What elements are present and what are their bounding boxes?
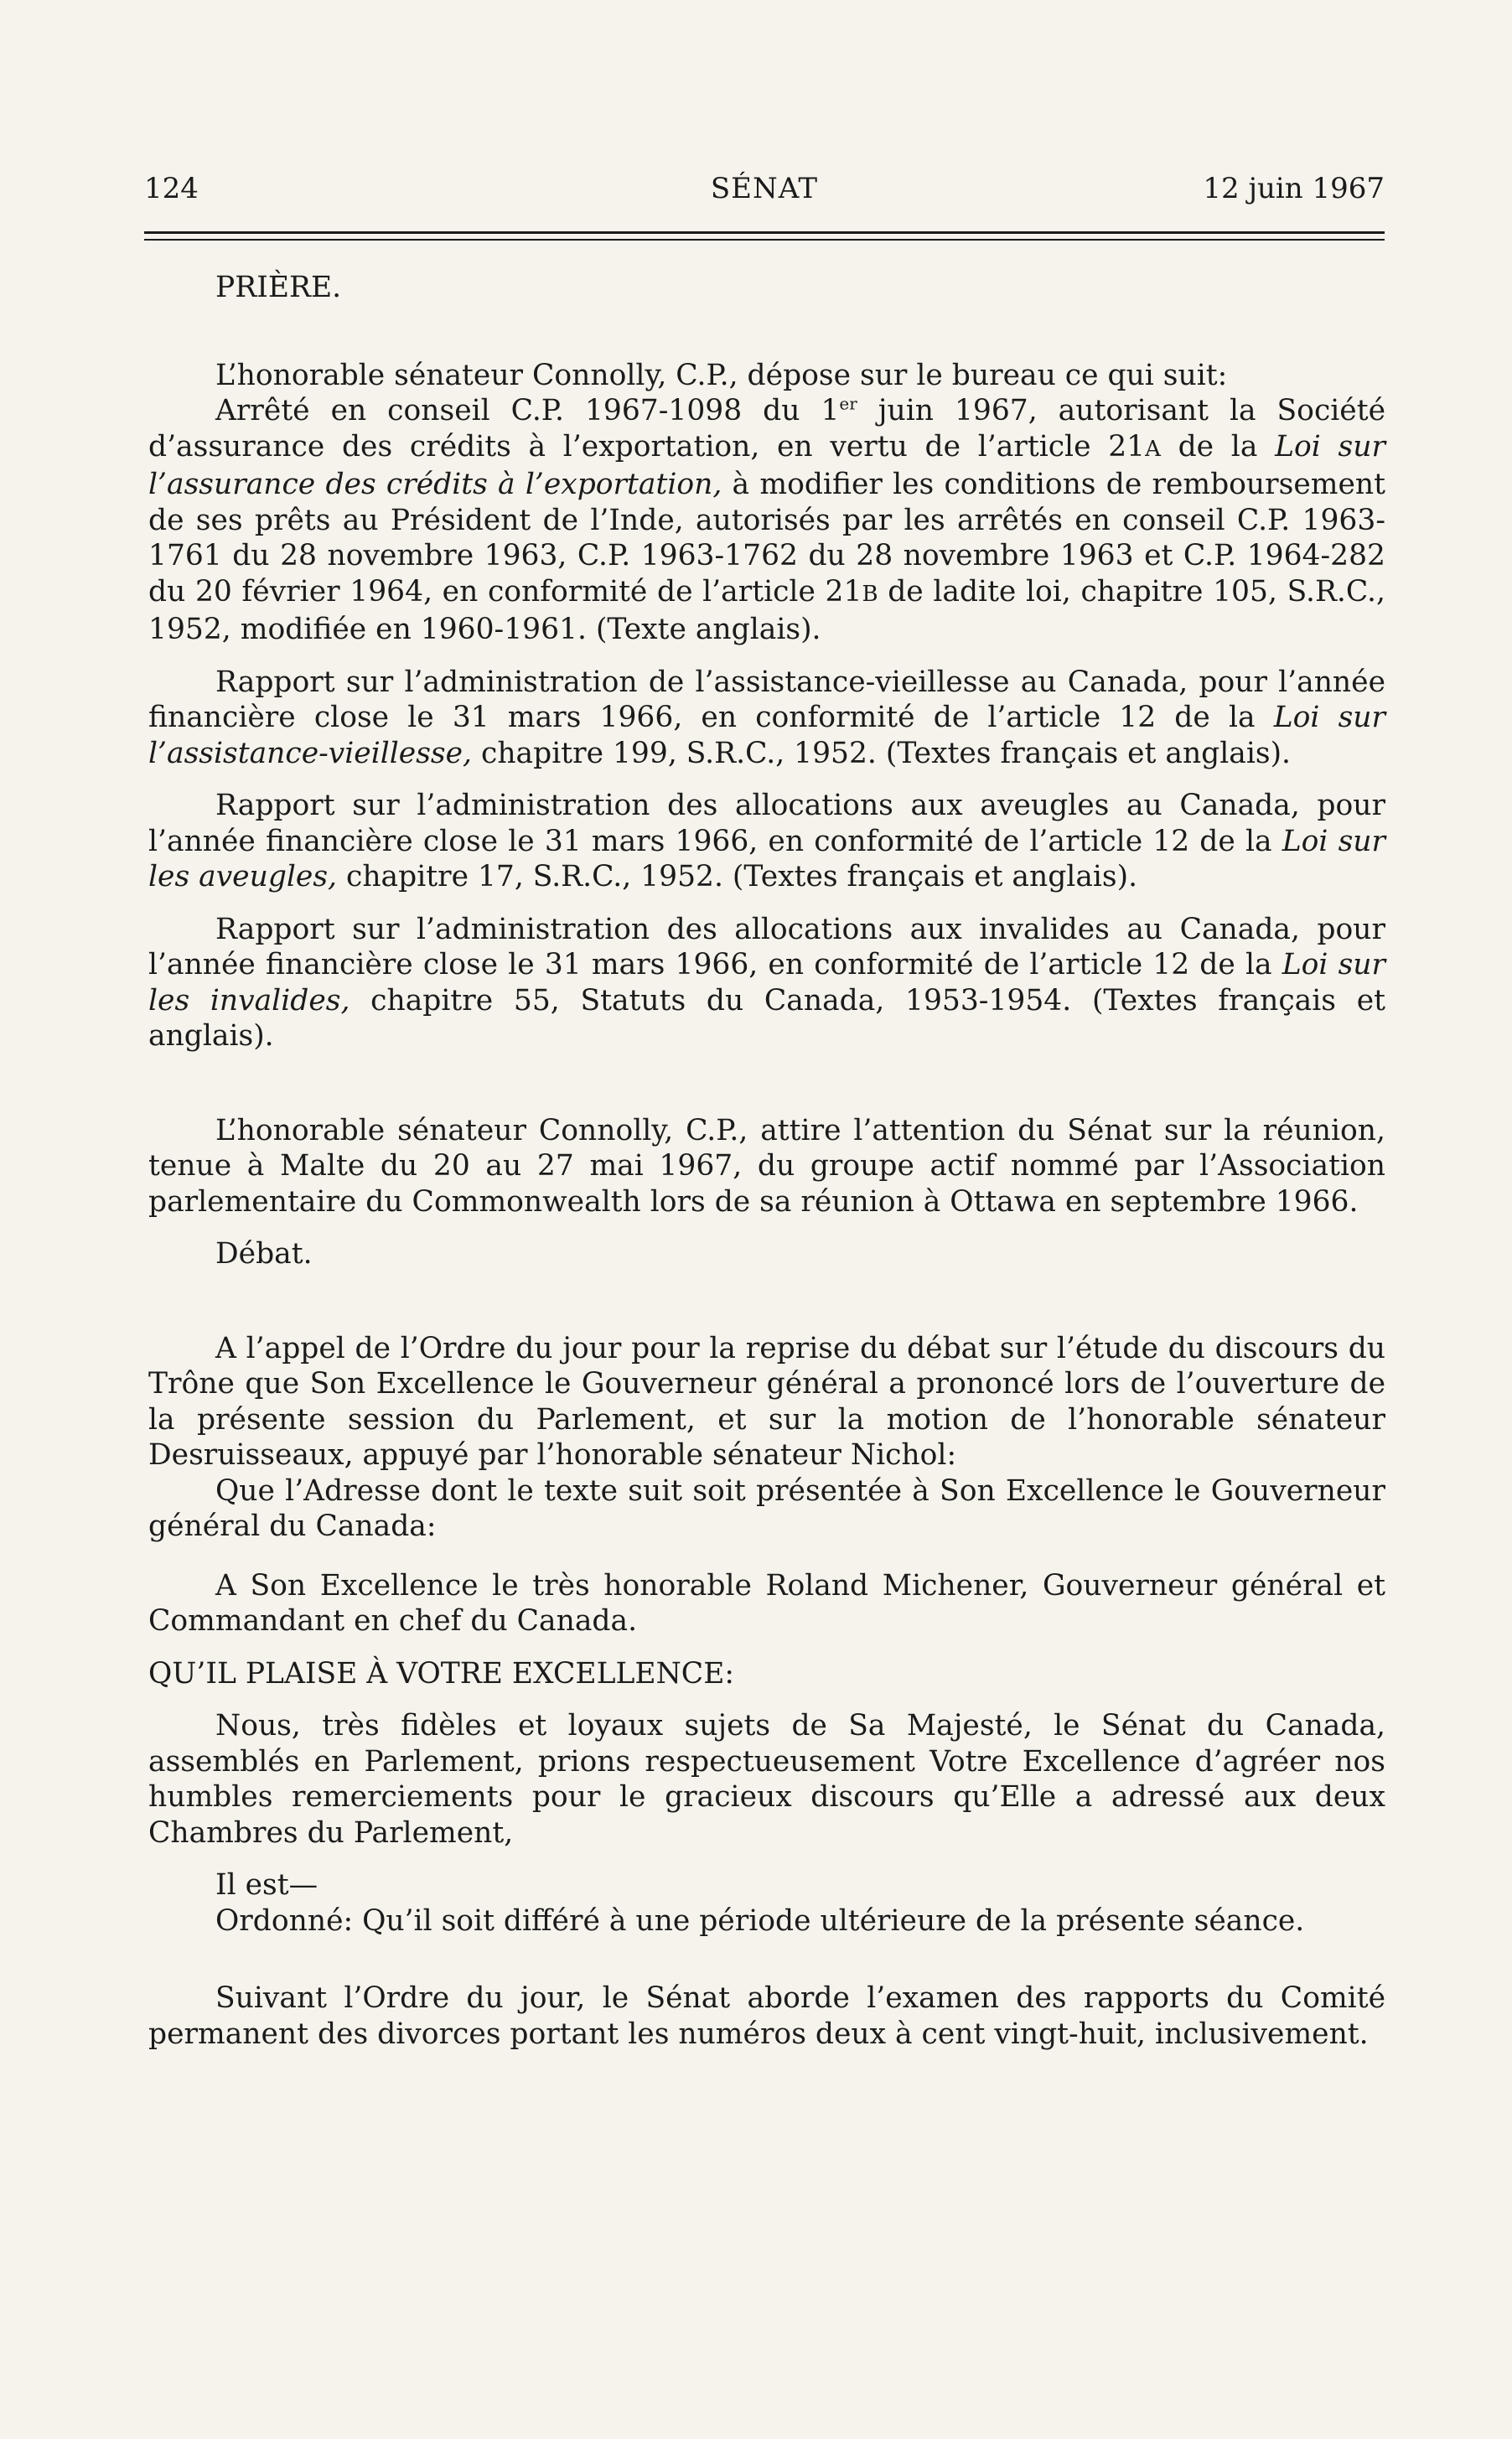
header-double-rule bbox=[144, 231, 1385, 241]
paragraph-report-blind: Rapport sur l’administration des allocations aux aveugles au Canada, pour l’année financière close le 31 mars 1966, en conformité de l’article 12 de la Loi sur les aveugles, chapitre 17, S.R.C., 1952. (Textes français et anglais). bbox=[148, 789, 1385, 893]
paragraph-thanks: Nous, très fidèles et loyaux sujets de Sa Majesté, le Sénat du Canada, assemblés en Parlement, prions respectueusement Votre Excellence d’agréer nos humbles remerciements pour le gracieux discours qu’Elle a adressé aux deux Chambres du Parlement, bbox=[148, 1709, 1385, 1850]
ordinal-superscript: er bbox=[839, 393, 857, 414]
paragraph-order-of-day: A l’appel de l’Ordre du jour pour la reprise du débat sur l’étude du discours du Trône que Son Excellence le Gouverneur général a prononcé lors de l’ouverture de la présente session du Parlement, et sur la motion de l’honorable sénateur Desruisseaux, appuyé par l’honorable sénateur Nichol: bbox=[148, 1331, 1385, 1472]
paragraph-debat: Débat. bbox=[215, 1237, 313, 1271]
priere-heading: PRIÈRE. bbox=[215, 271, 342, 304]
paragraph-malta-meeting: L’honorable sénateur Connolly, C.P., attire l’attention du Sénat sur la réunion, tenue à Malte du 20 au 27 mai 1967, du groupe actif nommé par l’Association parlementaire du Commonwealth lors de sa réunion à Ottawa en septembre 1966. bbox=[148, 1113, 1385, 1219]
paragraph-deposit-intro: L’honorable sénateur Connolly, C.P., dépose sur le bureau ce qui suit: bbox=[215, 358, 1228, 392]
paragraph-arrete: Arrêté en conseil C.P. 1967-1098 du 1er juin 1967, autorisant la Société d’assurance des crédits à l’exportation, en vertu de l’article 21A de la Loi sur l’assurance des crédits à l’exportation, à modifier les conditions de remboursement de ses prêts au Président de l’Inde, autorisés par les arrêtés en conseil C.P. 1963-1761 du 28 novembre 1963, C.P. 1963-1762 du 28 novembre 1963 et C.P. 1964-282 du 20 février 1964, en conformité de l’article 21B de ladite loi, chapitre 105, S.R.C., 1952, modifiée en 1960-1961. (Texte anglais). bbox=[148, 393, 1386, 646]
paragraph-report-disabled: Rapport sur l’administration des allocations aux invalides au Canada, pour l’année financière close le 31 mars 1966, en conformité de l’article 12 de la Loi sur les invalides, chapitre 55, Statuts du Canada, 1953-1954. (Textes français et anglais). bbox=[148, 912, 1385, 1053]
page-header bbox=[144, 172, 1385, 214]
salutation-heading: QU’IL PLAISE À VOTRE EXCELLENCE: bbox=[148, 1656, 735, 1691]
paragraph-governor: A Son Excellence le très honorable Roland Michener, Gouverneur général et Commandant en chef du Canada. bbox=[148, 1568, 1385, 1638]
page-title: SÉNAT bbox=[710, 172, 819, 205]
paragraph-ordonne: Ordonné: Qu’il soit différé à une période ultérieure de la présente séance. bbox=[215, 1903, 1305, 1938]
page-date: 12 juin 1967 bbox=[1203, 172, 1385, 205]
page-number: 124 bbox=[144, 172, 199, 205]
page-body bbox=[148, 270, 1385, 2052]
paragraph-report-old-age: Rapport sur l’administration de l’assistance-vieillesse au Canada, pour l’année financière close le 31 mars 1966, en conformité de l’article 12 de la Loi sur l’assistance-vieillesse, chapitre 199, S.R.C., 1952. (Textes français et anglais). bbox=[148, 665, 1385, 770]
paragraph-adresse: Que l’Adresse dont le texte suit soit présentée à Son Excellence le Gouverneur général du Canada: bbox=[148, 1473, 1385, 1543]
paragraph-il-est: Il est— bbox=[215, 1868, 318, 1902]
paragraph-divorce-reports: Suivant l’Ordre du jour, le Sénat aborde l’examen des rapports du Comité permanent des divorces portant les numéros deux à cent vingt-huit, inclusivement. bbox=[148, 1981, 1385, 2051]
